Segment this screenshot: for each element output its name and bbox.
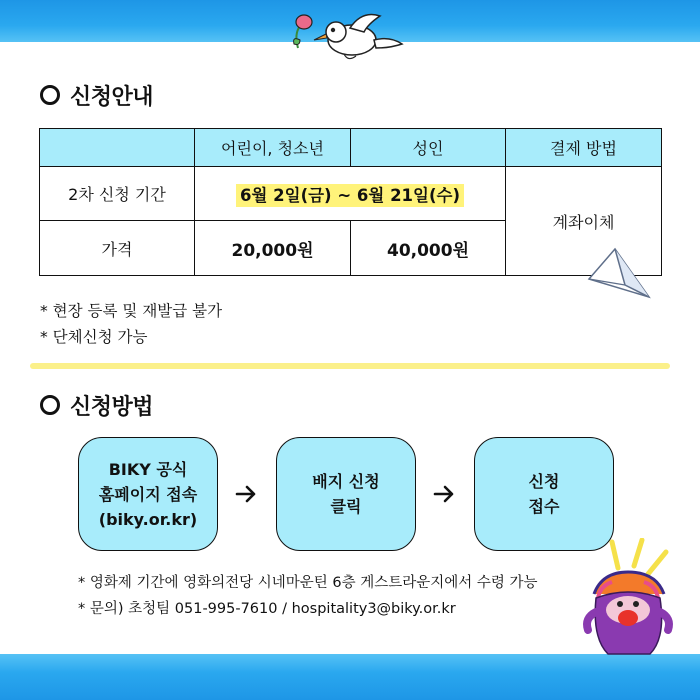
header-cell-youth: 어린이, 청소년 (195, 129, 351, 167)
payment-method-cell: 계좌이체 (506, 167, 662, 276)
period-value: 6월 2일(금) ~ 6월 21일(수) (236, 184, 464, 207)
period-cell (195, 167, 506, 221)
youth-price: 20,000원 (195, 221, 351, 276)
row-label-price: 가격 (40, 221, 195, 276)
header-cell-empty (40, 129, 195, 167)
section-divider (30, 363, 670, 369)
section-title-text: 신청안내 (70, 84, 154, 110)
step-application-received (474, 437, 614, 551)
fee-table (39, 128, 662, 276)
section-title-apply-method (40, 390, 153, 420)
note-no-onsite-registration: * 현장 등록 및 재발급 불가 (40, 302, 223, 320)
note-group-application: * 단체신청 가능 (40, 328, 148, 346)
note-contact-info: * 문의) 초청팀 051-995-7610 / hospitality3@biky.or.kr (78, 601, 456, 617)
arrow-right-icon (235, 483, 257, 505)
section-title-text: 신청방법 (70, 394, 154, 420)
paper-plane-icon (585, 245, 655, 305)
circle-bullet-icon (40, 85, 60, 105)
adult-price: 40,000원 (351, 221, 506, 276)
step-line: (biky.or.kr) (98, 509, 198, 529)
step-line: 배지 신청 (312, 472, 380, 491)
step-click-badge-apply (276, 437, 416, 551)
bottom-banner (0, 654, 700, 700)
section-title-apply-info (40, 80, 153, 110)
step-line: 홈페이지 접속 (98, 484, 198, 504)
table-header-row (40, 129, 662, 167)
step-visit-homepage (78, 437, 218, 551)
header-cell-adult: 성인 (351, 129, 506, 167)
step-line: BIKY 공식 (108, 459, 188, 479)
note-pickup-location: * 영화제 기간에 영화의전당 시네마운틴 6층 게스트라운지에서 수령 가능 (78, 575, 538, 591)
step-line: 클릭 (330, 497, 362, 516)
row-label-period: 2차 신청 기간 (40, 167, 195, 221)
arrow-right-icon (433, 483, 455, 505)
bird-with-flower-icon (290, 10, 410, 70)
step-line: 신청 (528, 472, 560, 491)
mascot-character-icon (578, 538, 678, 658)
circle-bullet-icon (40, 395, 60, 415)
step-line: 접수 (528, 497, 560, 516)
table-row-period (40, 167, 662, 221)
header-cell-payment: 결제 방법 (506, 129, 662, 167)
